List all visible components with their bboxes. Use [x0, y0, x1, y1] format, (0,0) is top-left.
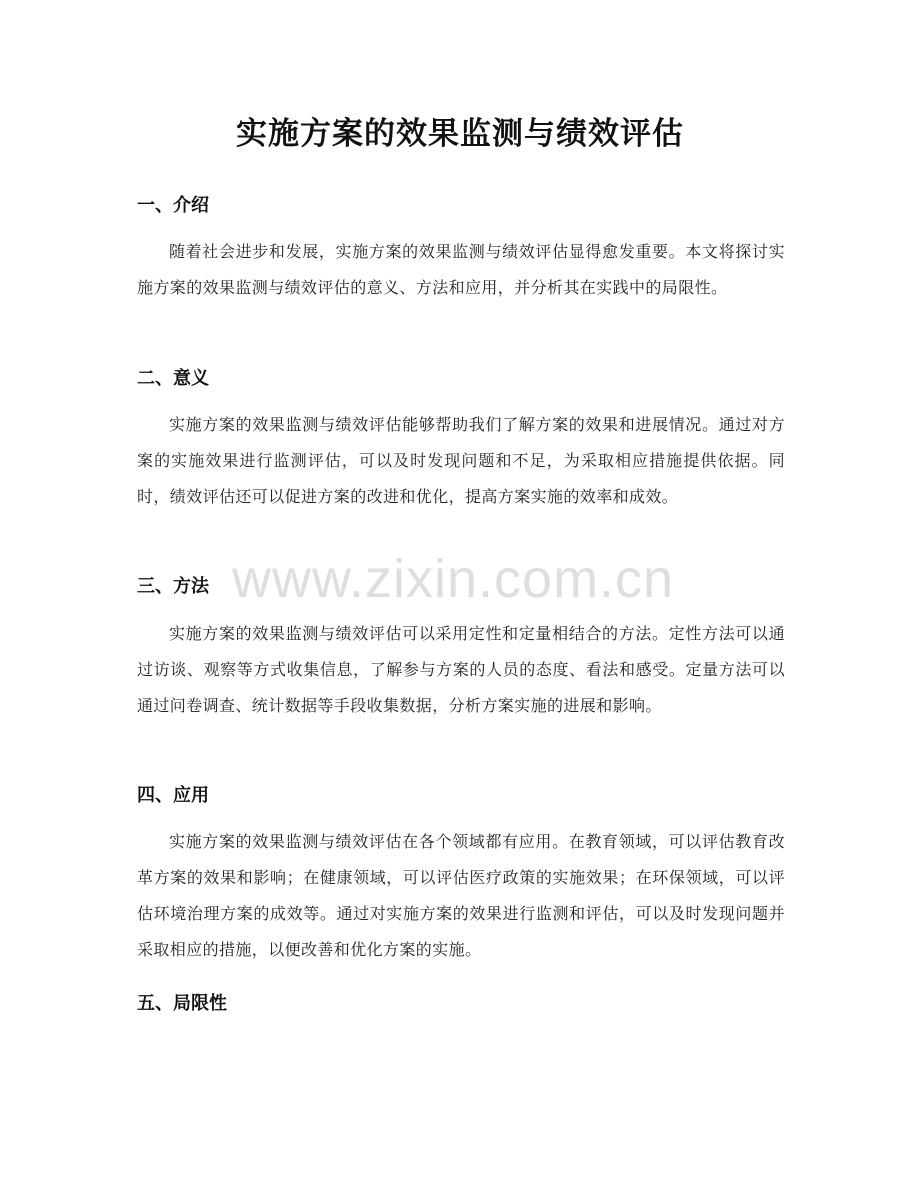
section-heading-methods: 三、方法: [137, 576, 209, 597]
section-paragraph-methods: 实施方案的效果监测与绩效评估可以采用定性和定量相结合的方法。定性方法可以通过访谈、观察等方式收集信息，了解参与方案的人员的态度、看法和感受。定量方法可以通过问卷调查、统计数据等手段收集数据，分析方案实施的进展和影响。: [137, 624, 785, 715]
section-heading-limitations: 五、局限性: [137, 993, 227, 1014]
section-heading-intro: 一、介绍: [137, 195, 209, 216]
watermark: www.zixin.com.cn: [232, 549, 675, 609]
section-paragraph-intro: 随着社会进步和发展，实施方案的效果监测与绩效评估显得愈发重要。本文将探讨实施方案的效果监测与绩效评估的意义、方法和应用，并分析其在实践中的局限性。: [137, 242, 785, 297]
section-paragraph-applications: 实施方案的效果监测与绩效评估在各个领域都有应用。在教育领域，可以评估教育改革方案的效果和影响；在健康领域，可以评估医疗政策的实施效果；在环保领域，可以评估环境治理方案的成效等。通过对实施方案的效果进行监测和评估，可以及时发现问题并采取相应的措施，以便改善和优化方案的实施。: [137, 832, 785, 959]
section-paragraph-significance: 实施方案的效果监测与绩效评估能够帮助我们了解方案的效果和进展情况。通过对方案的实施效果进行监测评估，可以及时发现问题和不足，为采取相应措施提供依据。同时，绩效评估还可以促进方案的改进和优化，提高方案实施的效率和成效。: [137, 415, 785, 506]
section-heading-significance: 二、意义: [137, 368, 209, 389]
section-heading-applications: 四、应用: [137, 785, 209, 806]
page-title: 实施方案的效果监测与绩效评估: [236, 116, 684, 152]
